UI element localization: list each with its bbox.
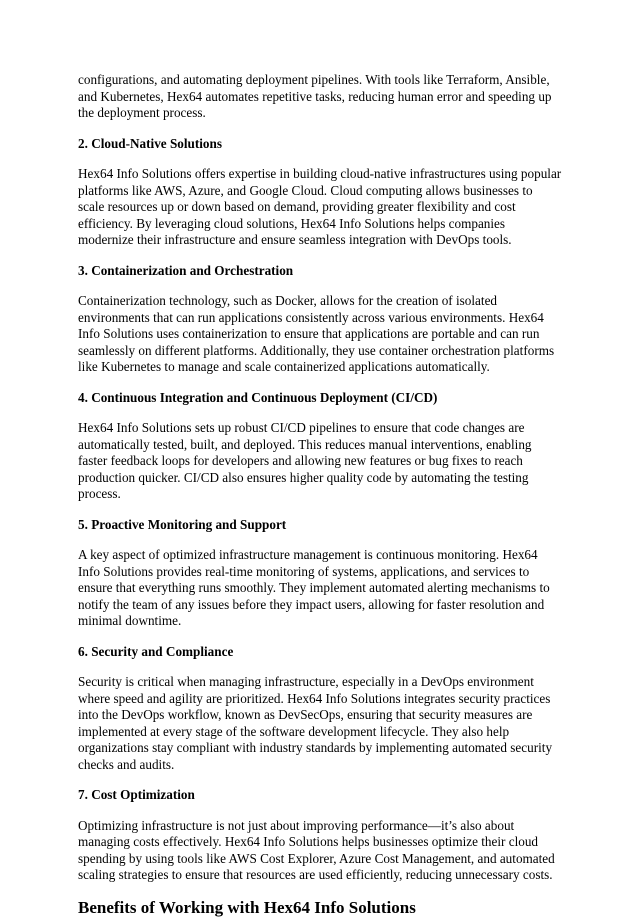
intro-paragraph: configurations, and automating deployment pipelines. With tools like Terraform, Ansible, and Kubernetes, Hex64 automates repetitive tasks, reducing human error and speeding up the deployment process. [78, 72, 552, 120]
section-heading-containerization: 3. Containerization and Orchestration [78, 262, 294, 278]
section-body-cost: Optimizing infrastructure is not just about improving performance—it’s also about managing costs effectively. Hex64 Info Solutions helps businesses optimize their cloud spending by using tools like AWS Cost Explorer, Azure Cost Management, and automated scaling strategies to ensure that resources are used efficiently, reducing unnecessary costs. [78, 817, 555, 882]
section-body-security: Security is critical when managing infrastructure, especially in a DevOps environment where speed and agility are prioritized. Hex64 Info Solutions integrates security practices into the DevOps workflow, known as DevSecOps, ensuring that security measures are implemented at every stage of the software development lifecycle. They also help organizations stay compliant with industry standards by implementing automated security checks and audits. [78, 674, 553, 772]
section-body-monitoring: A key aspect of optimized infrastructure management is continuous monitoring. Hex64 Info Solutions provides real-time monitoring of systems, applications, and services to ensure that everything runs smoothly. They implement automated alerting mechanisms to notify the team of any issues before they impact users, allowing for faster resolution and minimal downtime. [78, 547, 550, 628]
section-heading-cost: 7. Cost Optimization [78, 787, 195, 802]
section-body-containerization: Containerization technology, such as Docker, allows for the creation of isolated environments that can run applications consistently across various environments. Hex64 Info Solutions uses containerization to ensure that applications are portable and can run seamlessly on different platforms. Additionally, they use container orchestration platforms like Kubernetes to manage and scale containerized applications automatically. [78, 293, 555, 374]
section-body-cloud-native: Hex64 Info Solutions offers expertise in building cloud-native infrastructures using popular platforms like AWS, Azure, and Google Cloud. Cloud computing allows businesses to scale resources up or down based on demand, providing greater flexibility and cost efficiency. By leveraging cloud solutions, Hex64 Info Solutions helps companies modernize their infrastructure and ensure seamless integration with DevOps tools. [78, 166, 562, 247]
section-heading-monitoring: 5. Proactive Monitoring and Support [78, 516, 287, 532]
section-body-ci-cd: Hex64 Info Solutions sets up robust CI/CD pipelines to ensure that code changes are automatically tested, built, and deployed. This reduces manual interventions, enabling faster feedback loops for developers and allowing new features or bug fixes to reach production quicker. CI/CD also ensures higher quality code by automating the testing process. [78, 420, 532, 501]
section-heading-cloud-native: 2. Cloud-Native Solutions [78, 135, 222, 151]
section-heading-security: 6. Security and Compliance [78, 643, 234, 659]
section-heading-ci-cd: 4. Continuous Integration and Continuous Deployment (CI/CD) [78, 389, 438, 405]
benefits-heading: Benefits of Working with Hex64 Info Solutions [78, 897, 416, 917]
